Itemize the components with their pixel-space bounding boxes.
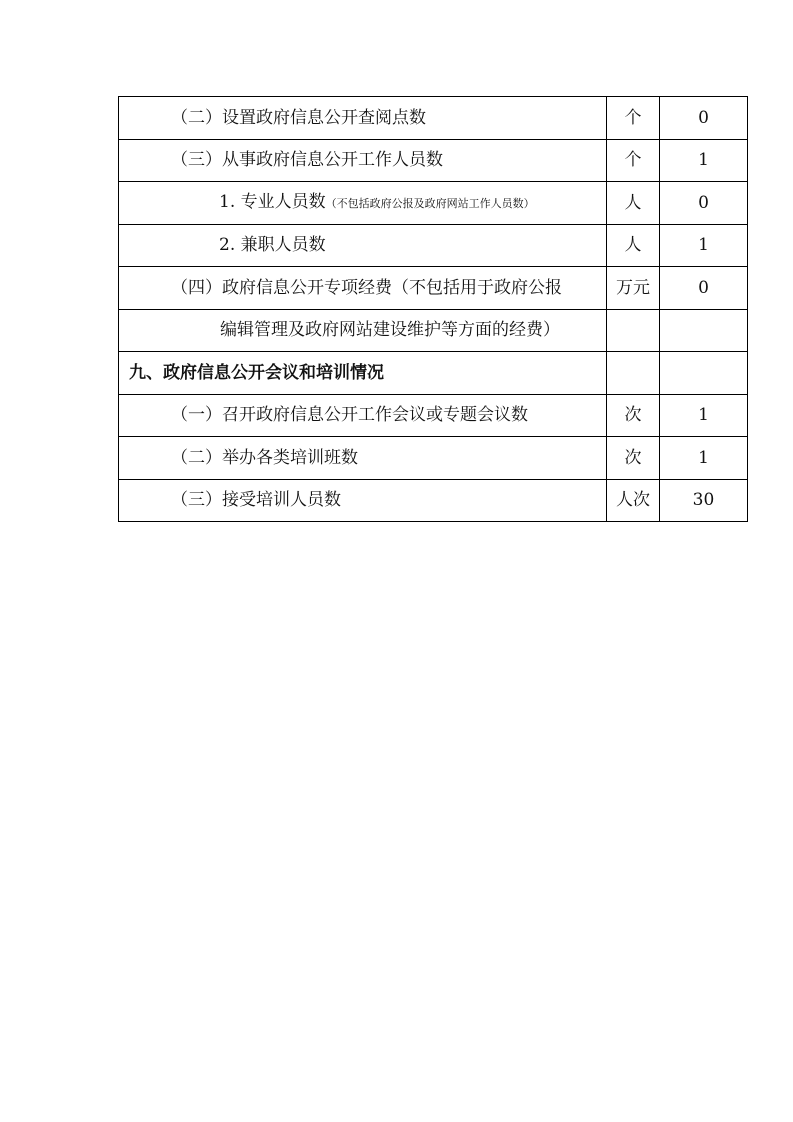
row-unit: 人次 <box>607 479 660 522</box>
row-label: 编辑管理及政府网站建设维护等方面的经费） <box>119 309 607 352</box>
row-value <box>660 309 748 352</box>
row-value: 0 <box>660 182 748 225</box>
row-unit: 万元 <box>607 267 660 310</box>
table-row <box>119 224 748 267</box>
row-unit: 次 <box>607 394 660 437</box>
row-value: 1 <box>660 394 748 437</box>
row-unit <box>607 352 660 395</box>
row-unit: 人 <box>607 224 660 267</box>
row-value: 0 <box>660 97 748 140</box>
row-label: （二）举办各类培训班数 <box>119 437 607 480</box>
row-note: （不包括政府公报及政府网站工作人员数） <box>325 196 535 210</box>
table-row <box>119 182 748 225</box>
table-row <box>119 267 748 310</box>
row-value: 1 <box>660 437 748 480</box>
table-row <box>119 394 748 437</box>
row-label: 1. 专业人员数 <box>219 191 326 212</box>
row-label: 2. 兼职人员数 <box>119 224 607 267</box>
section-heading-row <box>119 352 748 395</box>
row-unit: 人 <box>607 182 660 225</box>
table-row <box>119 139 748 182</box>
row-value: 0 <box>660 267 748 310</box>
row-value: 1 <box>660 224 748 267</box>
table-row <box>119 437 748 480</box>
table-row <box>119 97 748 140</box>
row-label: （三）接受培训人员数 <box>119 479 607 522</box>
table-row <box>119 309 748 352</box>
row-unit: 个 <box>607 97 660 140</box>
row-value: 1 <box>660 139 748 182</box>
section-heading: 九、政府信息公开会议和培训情况 <box>119 352 607 395</box>
row-unit <box>607 309 660 352</box>
row-unit: 次 <box>607 437 660 480</box>
row-label: （二）设置政府信息公开查阅点数 <box>119 97 607 140</box>
row-value: 30 <box>660 479 748 522</box>
row-unit: 个 <box>607 139 660 182</box>
row-label-cell <box>119 182 607 225</box>
row-label: （三）从事政府信息公开工作人员数 <box>119 139 607 182</box>
row-label: （一）召开政府信息公开工作会议或专题会议数 <box>119 394 607 437</box>
statistics-table <box>118 96 748 522</box>
row-label: （四）政府信息公开专项经费（不包括用于政府公报 <box>119 267 607 310</box>
table-row <box>119 479 748 522</box>
row-value <box>660 352 748 395</box>
